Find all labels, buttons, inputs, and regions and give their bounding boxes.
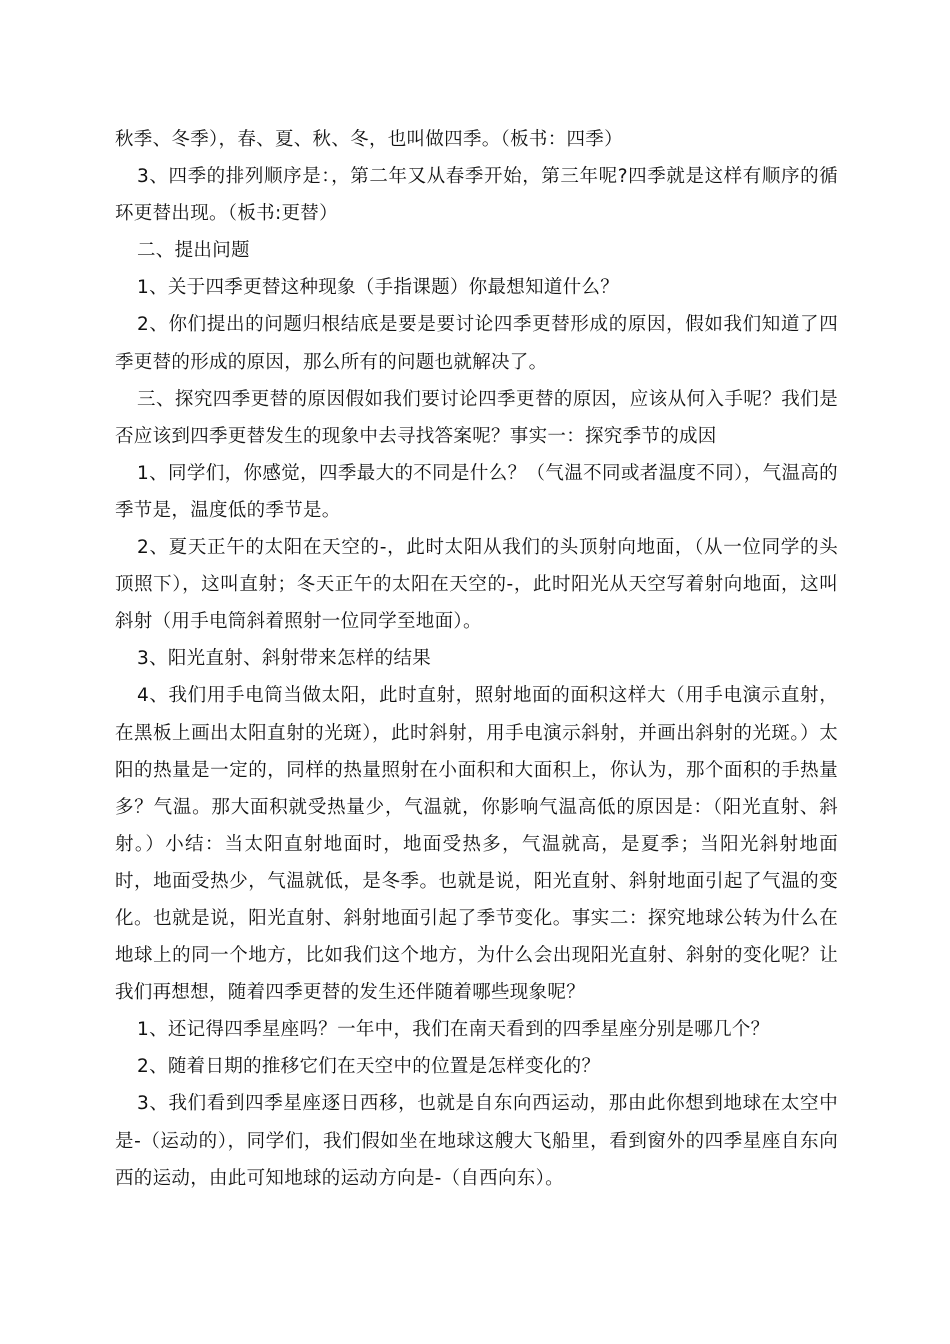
- paragraph-fact2-item-1: 1、还记得四季星座吗？一年中，我们在南天看到的四季星座分别是哪几个？: [137, 1019, 770, 1041]
- section-heading-explore-causes: 三、探究四季更替的原因假如我们要讨论四季更替的原因，应该从何入手呢？我们是否应该到四季更替发生的现象中去寻找答案呢？事实一：探究季节的成因: [115, 388, 838, 447]
- paragraph-fact2-item-2: 2、随着日期的推移它们在天空中的位置是怎样变化的？: [137, 1056, 601, 1078]
- paragraph-fact1-item-3: 3、阳光直射、斜射带来怎样的结果: [137, 648, 432, 670]
- paragraph-question-2: 2、你们提出的问题归根结底是要是要讨论四季更替形成的原因，假如我们知道了四季更替的形成的原因，那么所有的问题也就解决了。: [115, 314, 838, 373]
- paragraph-seasons-names: 秋季、冬季），春、夏、秋、冬，也叫做四季。（板书：四季）: [115, 129, 623, 150]
- paragraph-fact1-item-2: 2、夏天正午的太阳在天空的-，此时太阳从我们的头顶射向地面，（从一位同学的头顶照下），这叫直射；冬天正午的太阳在天空的-，此时阳光从天空写着射向地面，这叫斜射（用手电筒斜着照射一位同学至地面）。: [115, 537, 838, 633]
- paragraph-fact1-item-1: 1、同学们，你感觉，四季最大的不同是什么？（气温不同或者温度不同），气温高的季节是，温度低的季节是。: [115, 462, 838, 521]
- section-heading-raise-questions: 二、提出问题: [137, 240, 250, 262]
- paragraph-seasons-order: 3、四季的排列顺序是：，第二年又从春季开始，第三年呢?四季就是这样有顺序的循环更替出现。（板书:更替）: [115, 166, 838, 225]
- paragraph-question-1: 1、关于四季更替这种现象（手指课题）你最想知道什么？: [137, 277, 620, 299]
- document-body: [115, 121, 838, 1197]
- paragraph-fact2-item-3: 3、我们看到四季星座逐日西移，也就是自东向西运动，那由此你想到地球在太空中是-（运动的），同学们，我们假如坐在地球这艘大飞船里，看到窗外的四季星座自东向西的运动，由此可知地球的运动方向是-（自西向东）。: [115, 1093, 838, 1189]
- paragraph-fact1-item-4: 4、我们用手电筒当做太阳，此时直射，照射地面的面积这样大（用手电演示直射，在黑板上画出太阳直射的光斑），此时斜射，用手电演示斜射，并画出斜射的光斑。）太阳的热量是一定的，同样的热量照射在小面积和大面积上，你认为，那个面积的手热量多？气温。那大面积就受热量少，气温就，你影响气温高低的原因是：（阳光直射、斜射。）小结：当太阳直射地面时，地面受热多，气温就高，是夏季；当阳光斜射地面时，地面受热少，气温就低，是冬季。也就是说，阳光直射、斜射地面引起了气温的变化。也就是说，阳光直射、斜射地面引起了季节变化。事实二：探究地球公转为什么在地球上的同一个地方，比如我们这个地方，为什么会出现阳光直射、斜射的变化呢？让我们再想想，随着四季更替的发生还伴随着哪些现象呢？: [115, 685, 838, 1004]
